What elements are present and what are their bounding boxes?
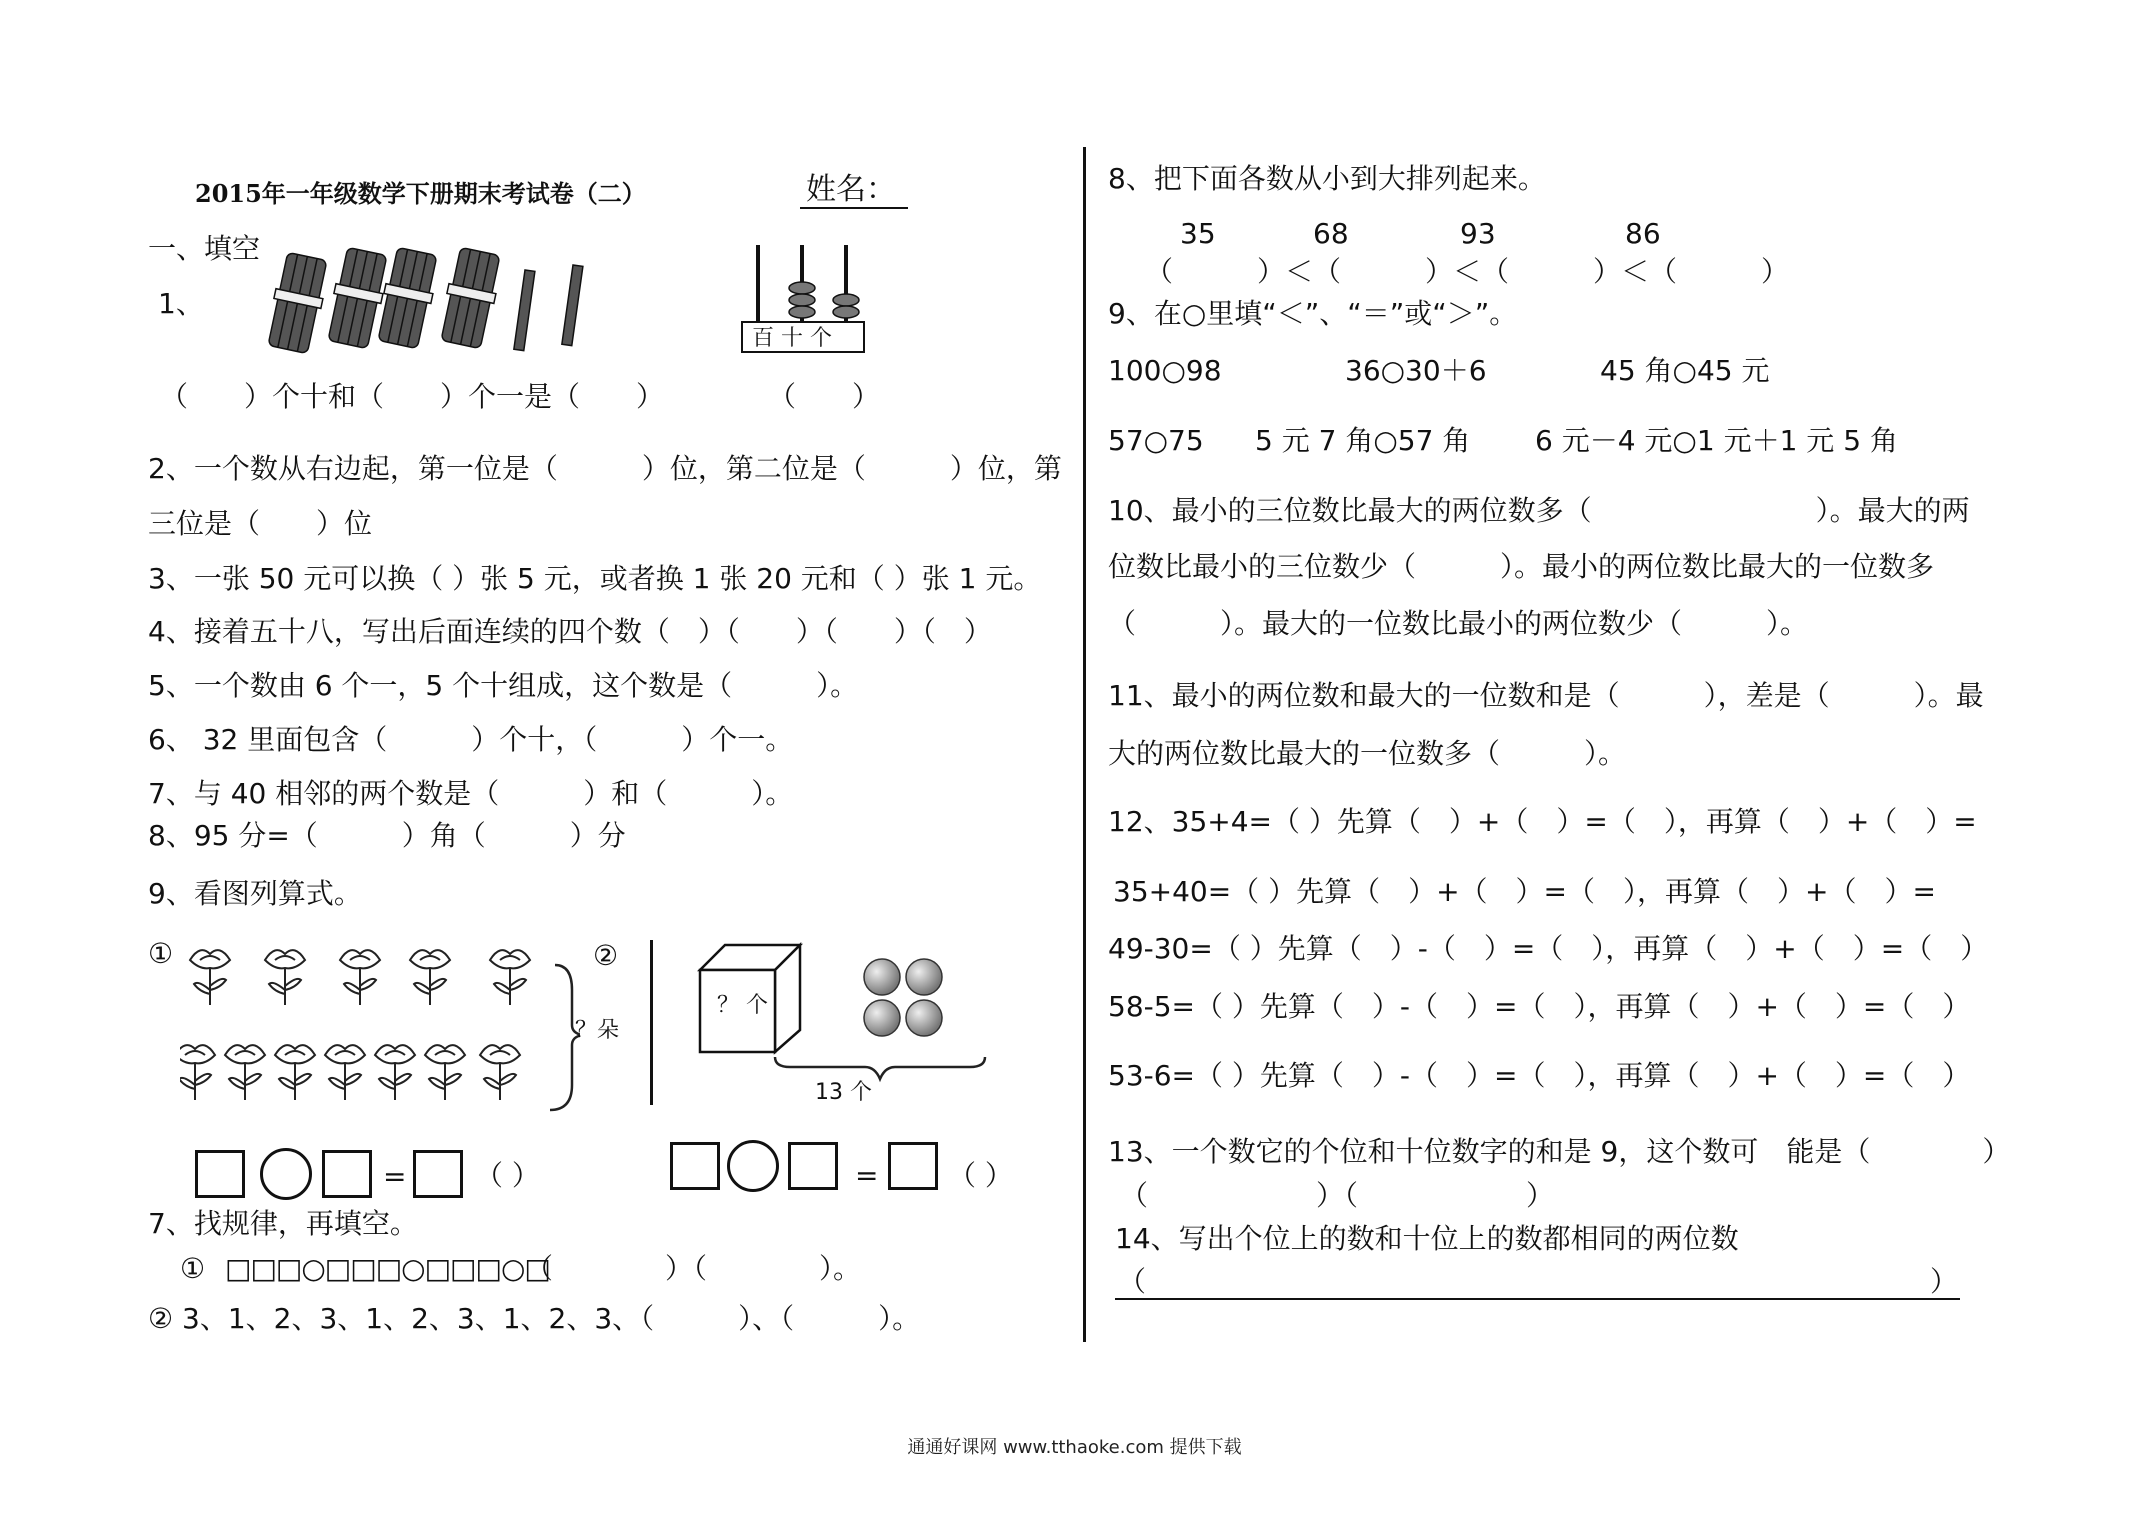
q1-answer-text: （ ）个十和（ ）个一是（ ） (160, 380, 665, 413)
stick-bundles-figure (255, 245, 615, 365)
box-label: ？ 个 (717, 993, 768, 1018)
rq13-line2: （ ）（ ） (1120, 1179, 1555, 1212)
figure2-label: ② (593, 939, 619, 972)
rq9-text: 9、在○里填“＜”、“＝”或“＞”。 (1108, 297, 1518, 330)
compare-2: 36○30＋6 (1345, 354, 1487, 387)
equation-equals-2: = (855, 1159, 879, 1192)
q7b-1-sequence: □□□○□□□○□□□○□ (225, 1252, 550, 1285)
q6-text: 6、 32 里面包含（ ）个十，（ ）个一。 (148, 723, 794, 756)
q7b-1-label: ① (180, 1252, 206, 1285)
equation-circle-2[interactable] (727, 1140, 779, 1192)
rq8-number-3: 93 (1460, 217, 1496, 250)
compare-6: 6 元－4 元○1 元＋1 元 5 角 (1535, 424, 1898, 457)
compare-3: 45 角○45 元 (1600, 354, 1770, 387)
rq14-answer-line (1115, 1298, 1960, 1300)
q2-line1: 2、一个数从右边起，第一位是（ ）位，第二位是（ ）位，第 (148, 452, 1062, 485)
page-title: 2015年一年级数学下册期末考试卷（二） (195, 179, 646, 208)
q8-text: 8、95 分=（ ）角（ ）分 (148, 819, 626, 852)
rq10-line2: 位数比最小的三位数少（ ）。最小的两位数比最大的一位数多 (1108, 550, 1935, 583)
balls-brace (770, 1055, 990, 1085)
rq8-number-2: 68 (1313, 217, 1349, 250)
equation-paren-2: （ ） (948, 1159, 1013, 1192)
rq10-line3: （ ）。最大的一位数比最小的两位数少（ ）。 (1108, 607, 1809, 640)
rq12-row-1: 12、35+4=（ ）先算（ ）+（ ）=（ ），再算（ ）+（ ）= (1108, 805, 1977, 838)
equation-square-3[interactable] (413, 1150, 463, 1198)
q3-text: 3、一张 50 元可以换（ ）张 5 元，或者换 1 张 20 元和（ ）张 1 元。 (148, 562, 1042, 595)
rq13-line1: 13、一个数它的个位和十位数字的和是 9，这个数可 能是（ ） (1108, 1135, 2011, 1168)
column-divider (1083, 147, 1086, 1342)
balls-total: 13 个 (815, 1080, 872, 1105)
flowers-figure (180, 945, 580, 1125)
rq8-number-4: 86 (1625, 217, 1661, 250)
rq8-text: 8、把下面各数从小到大排列起来。 (1108, 162, 1546, 195)
rq12-row-3: 49-30=（ ）先算（ ）-（ ）=（ ），再算（ ）+（ ）=（ ） (1108, 932, 1989, 965)
balls-figure (860, 955, 960, 1045)
rq8-number-1: 35 (1180, 217, 1216, 250)
q2-line2: 三位是（ ）位 (148, 507, 373, 540)
equation-equals-1: = (383, 1160, 407, 1193)
equation-square-4[interactable] (670, 1142, 720, 1190)
rq11-line1: 11、最小的两位数和最大的一位数和是（ ），差是（ ）。最 (1108, 679, 1984, 712)
equation-square-5[interactable] (788, 1142, 838, 1190)
q1-number: 1、 (158, 287, 204, 320)
abacus-answer-blank: （ ） (768, 380, 881, 413)
flowers-question: ？朵 (575, 1018, 620, 1043)
rq12-row-5: 53-6=（ ）先算（ ）-（ ）=（ ），再算（ ）+（ ）=（ ） (1108, 1059, 1971, 1092)
equation-square-1[interactable] (195, 1150, 245, 1198)
q5-text: 5、一个数由 6 个一，5 个十组成，这个数是（ ）。 (148, 669, 859, 702)
equation-circle-1[interactable] (260, 1148, 312, 1200)
equation-square-6[interactable] (888, 1142, 938, 1190)
compare-5: 5 元 7 角○57 角 (1255, 424, 1471, 457)
compare-4: 57○75 (1108, 424, 1204, 457)
figure-separator (650, 940, 653, 1105)
q4-text: 4、接着五十八，写出后面连续的四个数（ ）（ ）（ ）（ ） (148, 615, 992, 648)
footer-credit: 通通好课网 www.tthaoke.com 提供下载 (907, 1437, 1242, 1458)
abacus-place-labels: 百 十 个 (752, 326, 832, 351)
q7b-text: 7、找规律，再填空。 (148, 1207, 418, 1240)
q7b-1-blanks: （ ）（ ）。 (525, 1252, 862, 1285)
rq12-row-4: 58-5=（ ）先算（ ）-（ ）=（ ），再算（ ）+（ ）=（ ） (1108, 990, 1971, 1023)
q7-text: 7、与 40 相邻的两个数是（ ）和（ ）。 (148, 777, 794, 810)
equation-paren-1: （ ） (475, 1159, 540, 1192)
q9-text: 9、看图列算式。 (148, 877, 362, 910)
rq8-order-blanks: （ ）＜（ ）＜（ ）＜（ ） (1145, 255, 1790, 288)
section-fill-blank: 一、填空 (148, 232, 261, 265)
rq10-line1: 10、最小的三位数比最大的两位数多（ ）。最大的两 (1108, 494, 1970, 527)
q7b-2-text: ② 3、1、2、3、1、2、3、1、2、3、（ ）、（ ）。 (148, 1302, 921, 1335)
rq14-blank: （ ） (1118, 1265, 1959, 1298)
rq14-text: 14、写出个位上的数和十位上的数都相同的两位数 (1115, 1222, 1739, 1255)
equation-square-2[interactable] (322, 1150, 372, 1198)
figure1-label: ① (148, 937, 174, 970)
rq12-row-2: 35+40=（ ）先算（ ）+（ ）=（ ），再算（ ）+（ ）= (1113, 875, 1936, 908)
compare-1: 100○98 (1108, 354, 1222, 387)
rq11-line2: 大的两位数比最大的一位数多（ ）。 (1108, 737, 1627, 770)
name-field-label: 姓名： (800, 175, 908, 209)
